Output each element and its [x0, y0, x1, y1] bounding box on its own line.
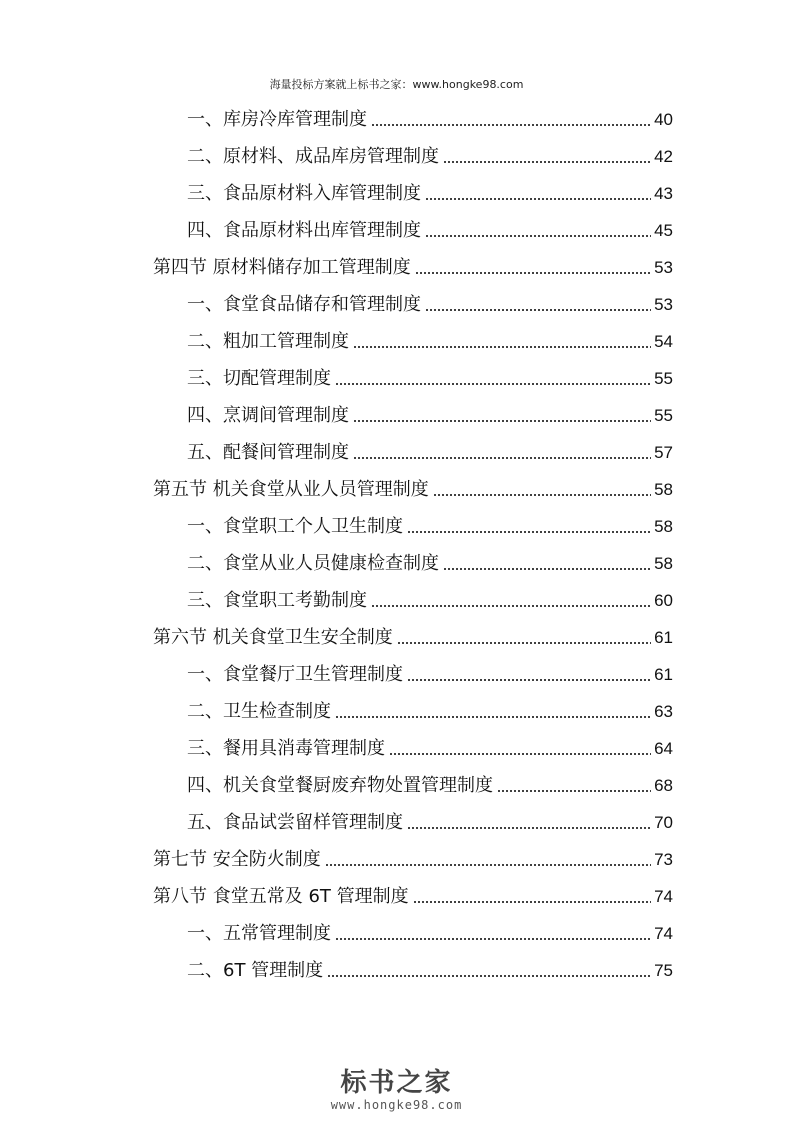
toc-entry[interactable] [187, 101, 673, 138]
toc-entry-page: 61 [654, 628, 673, 647]
toc-entry-title: 三、食堂职工考勤制度 [187, 590, 367, 611]
toc-entry-page: 55 [654, 406, 673, 425]
dot-leader [413, 893, 651, 911]
toc-entry-page: 60 [654, 591, 673, 610]
toc-entry-title: 一、食堂食品储存和管理制度 [187, 294, 421, 315]
dot-leader [353, 338, 651, 356]
dot-leader [443, 153, 651, 171]
toc-entry[interactable] [187, 582, 673, 619]
toc-entry-page: 57 [654, 443, 673, 462]
toc-entry-page: 61 [654, 665, 673, 684]
toc-entry-title: 第五节 机关食堂从业人员管理制度 [153, 479, 429, 500]
dot-leader [389, 745, 651, 763]
toc-section-entry[interactable] [153, 471, 673, 508]
toc-entry-page: 68 [654, 776, 673, 795]
toc-entry-page: 53 [654, 258, 673, 277]
toc-entry-title: 三、餐用具消毒管理制度 [187, 738, 385, 759]
dot-leader [497, 782, 651, 800]
toc-entry-title: 四、烹调间管理制度 [187, 405, 349, 426]
dot-leader [325, 856, 651, 874]
toc-entry-page: 43 [654, 184, 673, 203]
dot-leader [335, 375, 651, 393]
toc-entry-page: 64 [654, 739, 673, 758]
dot-leader [443, 560, 651, 578]
footer-logo: 标书之家 [340, 1068, 453, 1098]
toc-entry-title: 五、配餐间管理制度 [187, 442, 349, 463]
dot-leader [335, 708, 651, 726]
toc-entry[interactable] [187, 212, 673, 249]
toc-entry-page: 40 [654, 110, 673, 129]
toc-section-entry[interactable] [153, 619, 673, 656]
toc-entry-title: 第七节 安全防火制度 [153, 849, 321, 870]
dot-leader [407, 819, 651, 837]
toc-entry-title: 二、卫生检查制度 [187, 701, 331, 722]
toc-entry-title: 一、库房冷库管理制度 [187, 109, 367, 130]
toc-entry[interactable] [187, 138, 673, 175]
toc-entry-title: 一、食堂餐厅卫生管理制度 [187, 664, 403, 685]
toc-entry[interactable] [187, 175, 673, 212]
toc-entry-page: 74 [654, 924, 673, 943]
toc-entry[interactable] [187, 656, 673, 693]
toc-entry-title: 二、粗加工管理制度 [187, 331, 349, 352]
dot-leader [397, 634, 651, 652]
toc-entry-title: 二、原材料、成品库房管理制度 [187, 146, 439, 167]
dot-leader [371, 116, 651, 134]
toc-entry-title: 四、机关食堂餐厨废弃物处置管理制度 [187, 775, 493, 796]
dot-leader [353, 449, 651, 467]
toc-entry[interactable] [187, 952, 673, 989]
toc-entry-title: 三、食品原材料入库管理制度 [187, 183, 421, 204]
toc-entry[interactable] [187, 323, 673, 360]
toc-entry-page: 63 [654, 702, 673, 721]
toc-section-entry[interactable] [153, 249, 673, 286]
toc-entry[interactable] [187, 286, 673, 323]
toc-entry[interactable] [187, 397, 673, 434]
footer-url[interactable]: www.hongke98.com [330, 1098, 463, 1112]
dot-leader [327, 967, 651, 985]
toc-section-entry[interactable] [153, 841, 673, 878]
toc-entry-title: 一、五常管理制度 [187, 923, 331, 944]
toc-entry-page: 73 [654, 850, 673, 869]
toc-entry-title: 第八节 食堂五常及 6T 管理制度 [153, 886, 409, 907]
dot-leader [335, 930, 651, 948]
toc-entry[interactable] [187, 804, 673, 841]
toc-entry[interactable] [187, 434, 673, 471]
toc-entry-page: 54 [654, 332, 673, 351]
page-header: 海量投标方案就上标书之家：www.hongke98.com [269, 78, 524, 91]
dot-leader [407, 523, 651, 541]
toc-entry[interactable] [187, 730, 673, 767]
toc-entry[interactable] [187, 360, 673, 397]
toc-entry[interactable] [187, 693, 673, 730]
toc-entry-title: 四、食品原材料出库管理制度 [187, 220, 421, 241]
toc-entry-page: 58 [654, 517, 673, 536]
toc-entry-page: 53 [654, 295, 673, 314]
toc-entry[interactable] [187, 915, 673, 952]
dot-leader [415, 264, 651, 282]
dot-leader [407, 671, 651, 689]
toc-entry-title: 二、6T 管理制度 [187, 960, 324, 981]
dot-leader [433, 486, 651, 504]
toc-entry-title: 一、食堂职工个人卫生制度 [187, 516, 403, 537]
toc-entry-page: 74 [654, 887, 673, 906]
toc-entry[interactable] [187, 545, 673, 582]
dot-leader [371, 597, 651, 615]
toc-section-entry[interactable] [153, 878, 673, 915]
toc-entry-title: 第六节 机关食堂卫生安全制度 [153, 627, 393, 648]
toc-entry[interactable] [187, 767, 673, 804]
toc-entry-page: 70 [654, 813, 673, 832]
toc-entry-page: 58 [654, 554, 673, 573]
toc-entry-title: 第四节 原材料储存加工管理制度 [153, 257, 411, 278]
toc-entry[interactable] [187, 508, 673, 545]
dot-leader [425, 301, 651, 319]
dot-leader [425, 227, 651, 245]
toc-entry-page: 45 [654, 221, 673, 240]
dot-leader [353, 412, 651, 430]
toc-entry-title: 三、切配管理制度 [187, 368, 331, 389]
toc-entry-page: 55 [654, 369, 673, 388]
toc-entry-page: 75 [654, 961, 673, 980]
toc-entry-page: 42 [654, 147, 673, 166]
dot-leader [425, 190, 651, 208]
toc-entry-title: 五、食品试尝留样管理制度 [187, 812, 403, 833]
toc-entry-title: 二、食堂从业人员健康检查制度 [187, 553, 439, 574]
toc-entry-page: 58 [654, 480, 673, 499]
